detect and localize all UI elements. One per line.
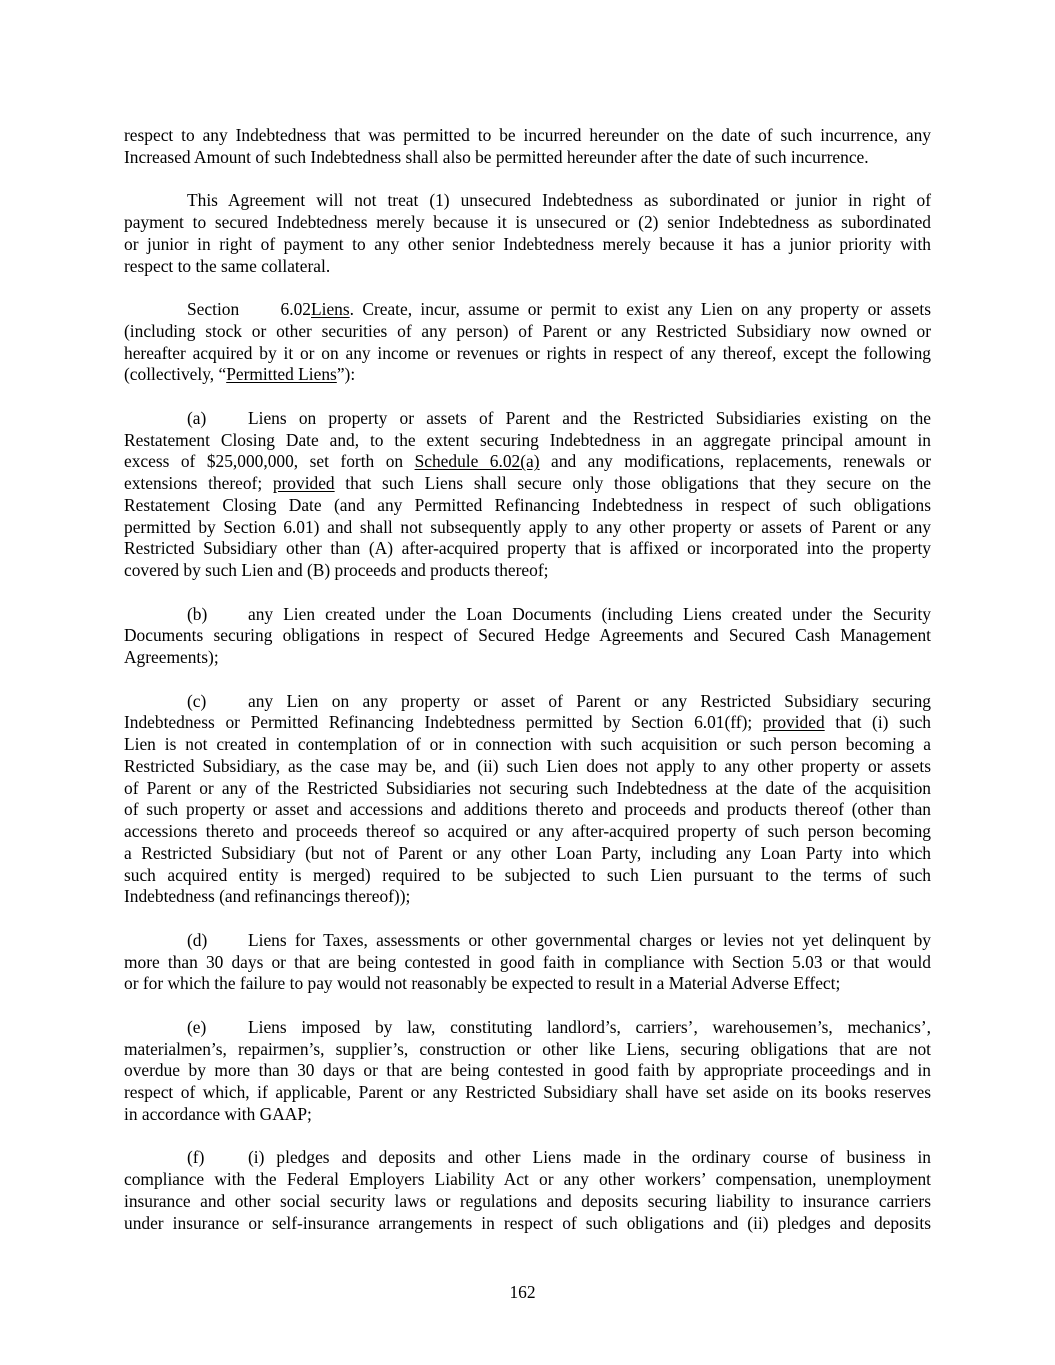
text-line	[124, 517, 931, 539]
text-run: hereafter acquired by it or on any income or revenues or rights in respect of any thereof, except the following	[124, 342, 931, 363]
text-line	[124, 886, 931, 908]
text-run: under insurance or self-insurance arrangements in respect of such obligations and (ii) pledges and deposits	[124, 1212, 931, 1233]
text-run: respect of which, if applicable, Parent or any Restricted Subsidiary shall have set aside on its books reserves	[124, 1082, 931, 1102]
text-line	[124, 843, 931, 865]
text-line	[124, 865, 931, 887]
text-line	[124, 147, 931, 169]
text-line	[124, 691, 931, 713]
text-run: permitted by Section 6.01) and shall not subsequently apply to any other property or assets of Parent or any	[124, 516, 931, 537]
text-line	[124, 256, 931, 278]
text-run: (including stock or other securities of any person) of Parent or any Restricted Subsidiary now owned or	[124, 320, 931, 341]
body-paragraph	[124, 125, 931, 169]
text-run: a Restricted Subsidiary (but not of Parent or any other Loan Party, including any Loan Party into which	[124, 842, 931, 863]
text-line	[124, 473, 931, 495]
text-run: of Parent or any of the Restricted Subsidiaries not securing such Indebtedness at the date of the acquisition	[124, 777, 931, 798]
underlined-term: provided	[762, 712, 825, 733]
text-run: . Create, incur, assume or permit to exist any Lien on any property or assets	[349, 299, 931, 319]
document-body	[124, 125, 931, 1256]
text-line	[124, 930, 931, 952]
text-run: overdue by more than 30 days or that are being contested in good faith by appropriate proceedings and in	[124, 1060, 931, 1081]
text-line	[124, 1191, 931, 1213]
page-number: 162	[509, 1282, 536, 1302]
text-run: Restatement Closing Date and, to the extent securing Indebtedness in an aggregate principal amount in	[124, 429, 931, 450]
text-run: Indebtedness or Permitted Refinancing Indebtedness permitted by Section 6.01(ff);	[124, 712, 763, 733]
text-run: Increased Amount of such Indebtedness shall also be permitted hereunder after the date of such incurrence.	[124, 146, 869, 167]
text-run: or for which the failure to pay would not reasonably be expected to result in a Material Adverse Effect;	[124, 973, 841, 994]
text-run: that such Liens shall secure only those obligations that they secure on the	[334, 473, 931, 493]
item-label: (a)	[187, 407, 207, 428]
underlined-term: Schedule 6.02(a)	[414, 451, 540, 472]
text-run: Liens imposed by law, constituting landlord’s, carriers’, warehousemen’s, mechanics’,	[248, 1016, 931, 1037]
text-line	[124, 799, 931, 821]
text-line	[124, 1169, 931, 1191]
text-run: more than 30 days or that are being contested in good faith in compliance with Section 5.03 or that would	[124, 951, 931, 972]
text-run: respect to any Indebtedness that was permitted to be incurred hereunder on the date of such incurrence, any	[124, 125, 931, 145]
underlined-term: Liens	[311, 299, 350, 319]
text-line	[124, 952, 931, 974]
underlined-term: provided	[272, 473, 335, 493]
item-label: (b)	[187, 603, 208, 624]
text-line	[124, 778, 931, 800]
text-run: accessions thereto and proceeds thereof so acquired or any after-acquired property of such person becoming	[124, 821, 931, 841]
text-run: and any modifications, replacements, renewals or	[539, 451, 931, 472]
text-line	[124, 1147, 931, 1169]
text-run: Lien is not created in contemplation of or in connection with such acquisition or such person becoming a	[124, 734, 931, 754]
text-line	[124, 604, 931, 626]
list-item-paragraph	[124, 408, 931, 582]
text-run: excess of $25,000,000, set forth on	[124, 451, 415, 472]
text-run: extensions thereof;	[124, 473, 273, 493]
list-item-paragraph	[124, 691, 931, 909]
underlined-term: Permitted Liens	[226, 364, 337, 385]
text-line	[124, 234, 931, 256]
text-run: (i) pledges and deposits and other Liens made in the ordinary course of business in	[248, 1147, 931, 1168]
text-run: covered by such Lien and (B) proceeds and products thereof;	[124, 560, 549, 580]
text-run: Liens for Taxes, assessments or other governmental charges or levies not yet delinquent by	[248, 929, 931, 950]
text-line	[124, 1039, 931, 1061]
text-run: Restricted Subsidiary other than (A) after-acquired property that is affixed or incorporated into the property	[124, 538, 931, 559]
list-item-paragraph	[124, 604, 931, 669]
section-number: Section 6.02	[187, 299, 311, 319]
text-line	[124, 125, 931, 147]
text-line	[124, 1060, 931, 1082]
item-label: (d)	[187, 929, 208, 950]
section-heading-paragraph	[124, 299, 931, 386]
text-line	[124, 821, 931, 843]
item-label: (e)	[187, 1016, 207, 1037]
text-line	[124, 1104, 931, 1126]
text-run: Restatement Closing Date (and any Permitted Refinancing Indebtedness in respect of such obligations	[124, 494, 931, 515]
text-line	[124, 734, 931, 756]
text-line	[124, 408, 931, 430]
text-line	[124, 647, 931, 669]
text-line	[124, 190, 931, 212]
text-run: respect to the same collateral.	[124, 255, 331, 276]
list-item-paragraph	[124, 1147, 931, 1234]
text-run: insurance and other social security laws or regulations and deposits securing liability to insurance carriers	[124, 1190, 931, 1211]
text-line	[124, 625, 931, 647]
list-item-paragraph	[124, 1017, 931, 1126]
text-line	[124, 756, 931, 778]
text-run: payment to secured Indebtedness merely because it is unsecured or (2) senior Indebtedness as subordinated	[124, 212, 931, 232]
text-line	[124, 451, 931, 473]
text-line	[124, 495, 931, 517]
text-run: (collectively, “	[124, 364, 227, 385]
text-run: that (i) such	[824, 712, 931, 733]
text-line	[124, 1213, 931, 1235]
body-paragraph	[124, 190, 931, 277]
text-line	[124, 321, 931, 343]
text-run: materialmen’s, repairmen’s, supplier’s, construction or other like Liens, securing obligations that are not	[124, 1038, 931, 1059]
text-run: any Lien on any property or asset of Parent or any Restricted Subsidiary securing	[248, 690, 931, 711]
text-line	[124, 973, 931, 995]
text-run: ”):	[336, 364, 356, 385]
text-line	[124, 212, 931, 234]
text-run: of such property or asset and accessions and additions thereto and proceeds and products thereof (other than	[124, 799, 931, 820]
text-line	[124, 1017, 931, 1039]
text-run: or junior in right of payment to any other senior Indebtedness merely because it has a junior priority with	[124, 233, 931, 254]
text-run: Documents securing obligations in respect of Secured Hedge Agreements and Secured Cash Management	[124, 625, 931, 646]
text-run: This Agreement will not treat (1) unsecured Indebtedness as subordinated or junior in right of	[187, 190, 931, 211]
item-label: (c)	[187, 690, 207, 711]
text-run: compliance with the Federal Employers Liability Act or any other workers’ compensation, unemployment	[124, 1169, 931, 1189]
text-run: Agreements);	[124, 647, 219, 667]
text-run: Restricted Subsidiary, as the case may be, and (ii) such Lien does not apply to any other property or assets	[124, 755, 931, 776]
text-line	[124, 299, 931, 321]
text-run: Indebtedness (and refinancings thereof));	[124, 886, 411, 907]
text-line	[124, 1082, 931, 1104]
text-run: in accordance with GAAP;	[124, 1103, 312, 1124]
text-line	[124, 430, 931, 452]
text-run: any Lien created under the Loan Documents (including Liens created under the Security	[248, 603, 931, 624]
text-line	[124, 712, 931, 734]
text-line	[124, 560, 931, 582]
text-line	[124, 364, 931, 386]
list-item-paragraph	[124, 930, 931, 995]
text-line	[124, 538, 931, 560]
text-run: Liens on property or assets of Parent and the Restricted Subsidiaries existing on the	[248, 407, 931, 428]
text-line	[124, 343, 931, 365]
item-label: (f)	[187, 1147, 205, 1168]
text-run: such acquired entity is merged) required to be subjected to such Lien pursuant to the terms of such	[124, 864, 931, 885]
